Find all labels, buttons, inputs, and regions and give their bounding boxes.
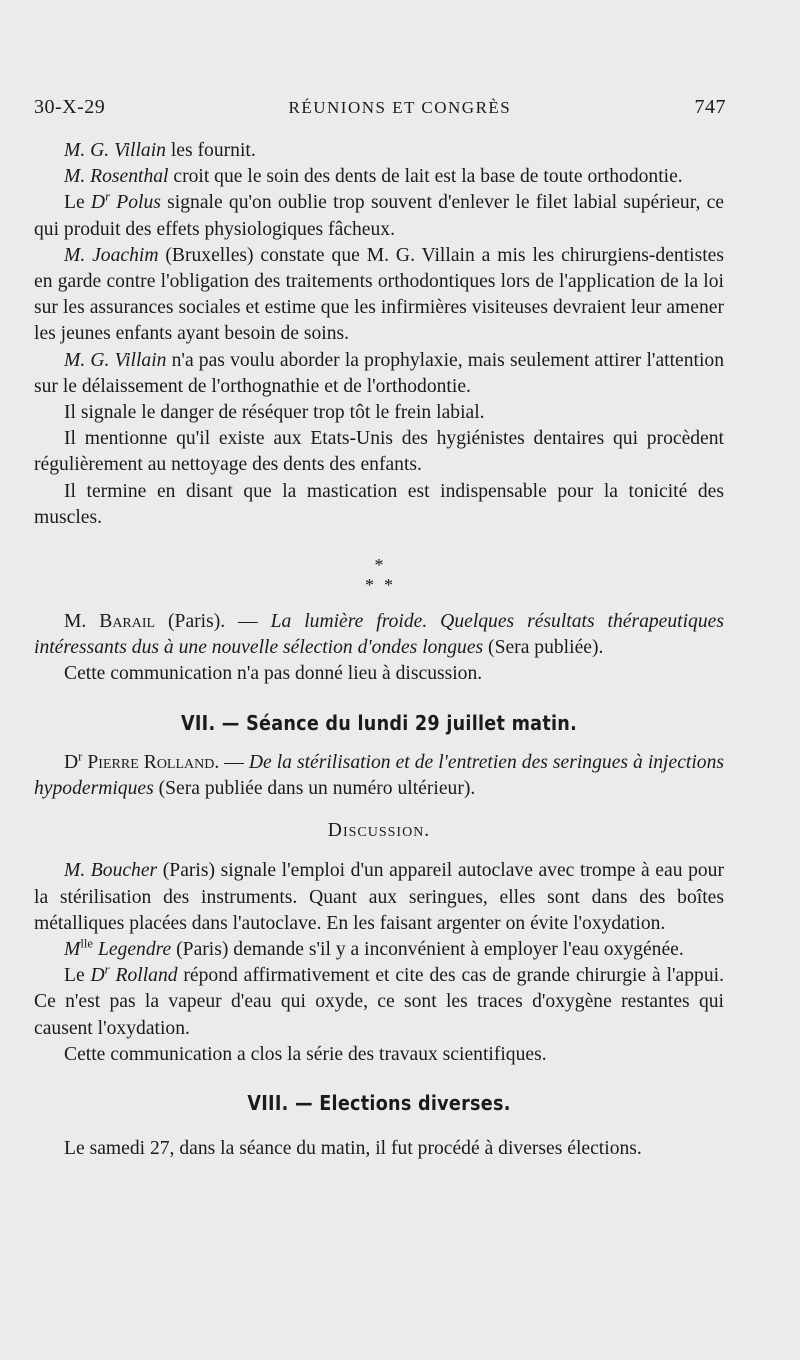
speaker-name: M. G. Villain [64, 349, 167, 371]
paragraph [34, 243, 724, 348]
paragraph-text: les fournit. [165, 140, 256, 161]
section-heading: VIII. — Elections diverses. [247, 1091, 511, 1116]
paragraph [34, 609, 724, 661]
title-abbrev: D [64, 751, 79, 773]
title-superscript: r [104, 962, 110, 977]
paragraph [34, 138, 724, 164]
header-title: RÉUNIONS ET CONGRÈS [288, 98, 512, 117]
header-date: 30-X-29 [34, 96, 106, 118]
paragraph [34, 164, 724, 190]
title-abbrev: M [64, 939, 81, 961]
paragraph-lead: Le [64, 965, 91, 987]
paragraph [34, 750, 724, 802]
paragraph [34, 190, 724, 242]
asterism-top: * [374, 555, 384, 576]
speaker-name: M. G. Villain [64, 140, 166, 161]
speaker-name: M. Boucher [64, 860, 158, 882]
paragraph [34, 348, 724, 400]
publication-note: (Sera publiée). [483, 637, 604, 659]
paragraph-text: (Paris) signale l'emploi d'un appareil autoclave avec trompe à eau pour la stérilisation des instruments. Quant aux seringues, elles sont dans des boîtes métalliques placées dans l'autoclave. En les faisant argenter on évite l'oxydation. [34, 860, 724, 934]
paragraph: Le samedi 27, dans la séance du matin, il fut procédé à diverses élections. [64, 1138, 642, 1160]
discussion-heading: Discussion. [327, 820, 431, 842]
title-superscript: r [78, 749, 83, 764]
speaker-name: Rolland [109, 965, 178, 987]
running-header [34, 96, 726, 119]
speaker-name: M. Joachim [64, 244, 159, 266]
title-abbrev: D [90, 965, 105, 987]
paragraph: Cette communication n'a pas donné lieu à discussion. [64, 663, 483, 685]
paragraph-text: répond affirmativement et cite des cas de grande chirurgie à l'appui. Ce n'est pas la vapeur d'eau qui oxyde, ce sont les traces d'oxygène restantes qui causent l'oxydation. [34, 965, 724, 1039]
asterism-bottom: ** [365, 575, 403, 596]
paragraph [34, 937, 724, 963]
speaker-name: Pierre Rolland [82, 751, 215, 773]
speaker-city: (Paris). — [155, 611, 271, 633]
paragraph-text: (Bruxelles) constate que M. G. Villain a mis les chirurgiens-dentistes en garde contre l'obligation des traitements orthodontiques lors de l'application de la loi sur les assurances sociales et estime que les infirmières visiteuses devraient leur amener les jeunes enfants ayant besoin de soins. [34, 244, 724, 345]
speaker-name: Legendre [93, 939, 172, 961]
section-heading: VII. — Séance du lundi 29 juillet matin. [180, 710, 578, 735]
communication-title: De la stérilisation et de l'entretien des seringues à injections hypodermiques [34, 751, 724, 800]
paragraph: Il termine en disant que la mastication est indispensable pour la tonicité des muscles. [34, 480, 724, 528]
title-superscript: r [105, 189, 111, 204]
section-separator-asterism [34, 555, 724, 595]
paragraph: Il mentionne qu'il existe aux Etats-Unis des hygiénistes dentaires qui procèdent régulièrement au nettoyage des dents des enfants. [34, 428, 724, 476]
paragraph-text: signale qu'on oublie trop souvent d'enlever le filet labial supérieur, ce qui produit des effets physiologiques fâcheux. [34, 192, 724, 240]
paragraph-text: n'a pas voulu aborder la prophylaxie, mais seulement attirer l'attention sur le délaissement de l'orthognathie et de l'orthodontie. [34, 349, 725, 397]
page-number: 747 [694, 96, 726, 118]
paragraph: Il signale le danger de réséquer trop tôt le frein labial. [64, 402, 485, 424]
speaker-name: M. Rosenthal [64, 166, 169, 188]
paragraph-lead: M. [64, 611, 100, 633]
title-abbrev: D [90, 192, 106, 214]
title-superscript: lle [80, 936, 94, 951]
paragraph-text: (Paris) demande s'il y a inconvénient à employer l'eau oxygénée. [171, 939, 684, 961]
separator: . — [214, 751, 249, 773]
communication-title: La lumière froide. Quelques résultats thérapeutiques intéressants dus à une nouvelle sélection d'ondes longues [34, 611, 724, 659]
page-body [34, 138, 724, 1163]
paragraph-lead: Le [64, 192, 91, 214]
publication-note: (Sera publiée dans un numéro ultérieur). [153, 778, 476, 800]
paragraph-text: croit que le soin des dents de lait est la base de toute orthodontie. [168, 166, 683, 188]
paragraph [34, 963, 724, 1042]
paragraph: Cette communication a clos la série des travaux scientifiques. [64, 1043, 547, 1065]
paragraph [34, 858, 724, 937]
speaker-name: Polus [110, 192, 161, 214]
speaker-name: Barail [99, 611, 156, 633]
